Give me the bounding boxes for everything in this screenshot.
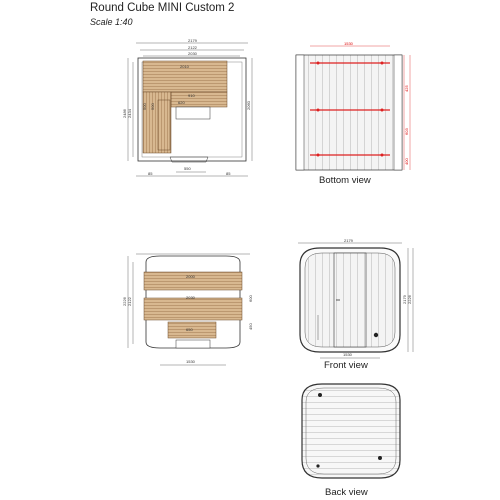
dim-mid-bench: 910 bbox=[188, 93, 195, 98]
plan-view bbox=[122, 38, 252, 176]
dim-front-mid-bench: 2030 bbox=[186, 295, 195, 300]
section-view bbox=[122, 254, 253, 365]
dim-small-a: 500 bbox=[142, 103, 147, 110]
dim-front-height-b: 2226 bbox=[407, 295, 412, 304]
label-bottom-view: Bottom view bbox=[319, 175, 371, 186]
stove-box bbox=[176, 107, 210, 119]
dim-right-gap: 85 bbox=[226, 171, 231, 176]
dim-bench-h2: 450 bbox=[248, 323, 253, 330]
label-front-view: Front view bbox=[324, 360, 368, 371]
dim-height-outer: 2486 bbox=[122, 109, 127, 118]
dim-lower-bench: 620 bbox=[178, 100, 185, 105]
drawing-title: Round Cube MINI Custom 2 bbox=[90, 2, 235, 14]
dim-height-right: 2060 bbox=[246, 101, 251, 110]
dim-red-side-c: 400 bbox=[404, 158, 409, 165]
dim-red-side-a: 425 bbox=[404, 85, 409, 92]
label-back-view: Back view bbox=[325, 487, 368, 498]
dim-front-bottom-width: 1530 bbox=[186, 359, 195, 364]
front-view bbox=[298, 238, 413, 358]
dim-bench-width: 2030 bbox=[188, 51, 197, 56]
dim-front-top-bench: 2000 bbox=[186, 274, 195, 279]
bottom-view bbox=[296, 41, 410, 170]
dim-front-height-outer: 2226 bbox=[122, 297, 127, 306]
dim-left-gap: 85 bbox=[148, 171, 153, 176]
drawing-scale: Scale 1:40 bbox=[90, 17, 133, 27]
dim-front-bottom: 1530 bbox=[343, 352, 352, 357]
dim-door: 550 bbox=[184, 166, 191, 171]
dim-red-width: 1530 bbox=[344, 41, 353, 46]
dim-bench-h1: 600 bbox=[248, 295, 253, 302]
dim-front-height-inner: 2122 bbox=[127, 297, 132, 306]
dim-front-lower-bench: 650 bbox=[186, 327, 193, 332]
dim-outer-width: 2179 bbox=[188, 38, 197, 43]
dim-small-b: 500 bbox=[150, 103, 155, 110]
dim-height-inner: 2434 bbox=[127, 109, 132, 118]
back-view bbox=[302, 384, 400, 478]
dim-front-outer-width: 2179 bbox=[344, 238, 353, 243]
dim-red-side-b: 603 bbox=[404, 128, 409, 135]
dim-front-height-a: 2179 bbox=[402, 295, 407, 304]
dim-top-bench: 2010 bbox=[180, 64, 189, 69]
section-mid-bench bbox=[144, 298, 242, 320]
dim-inner-width: 2122 bbox=[188, 45, 197, 50]
